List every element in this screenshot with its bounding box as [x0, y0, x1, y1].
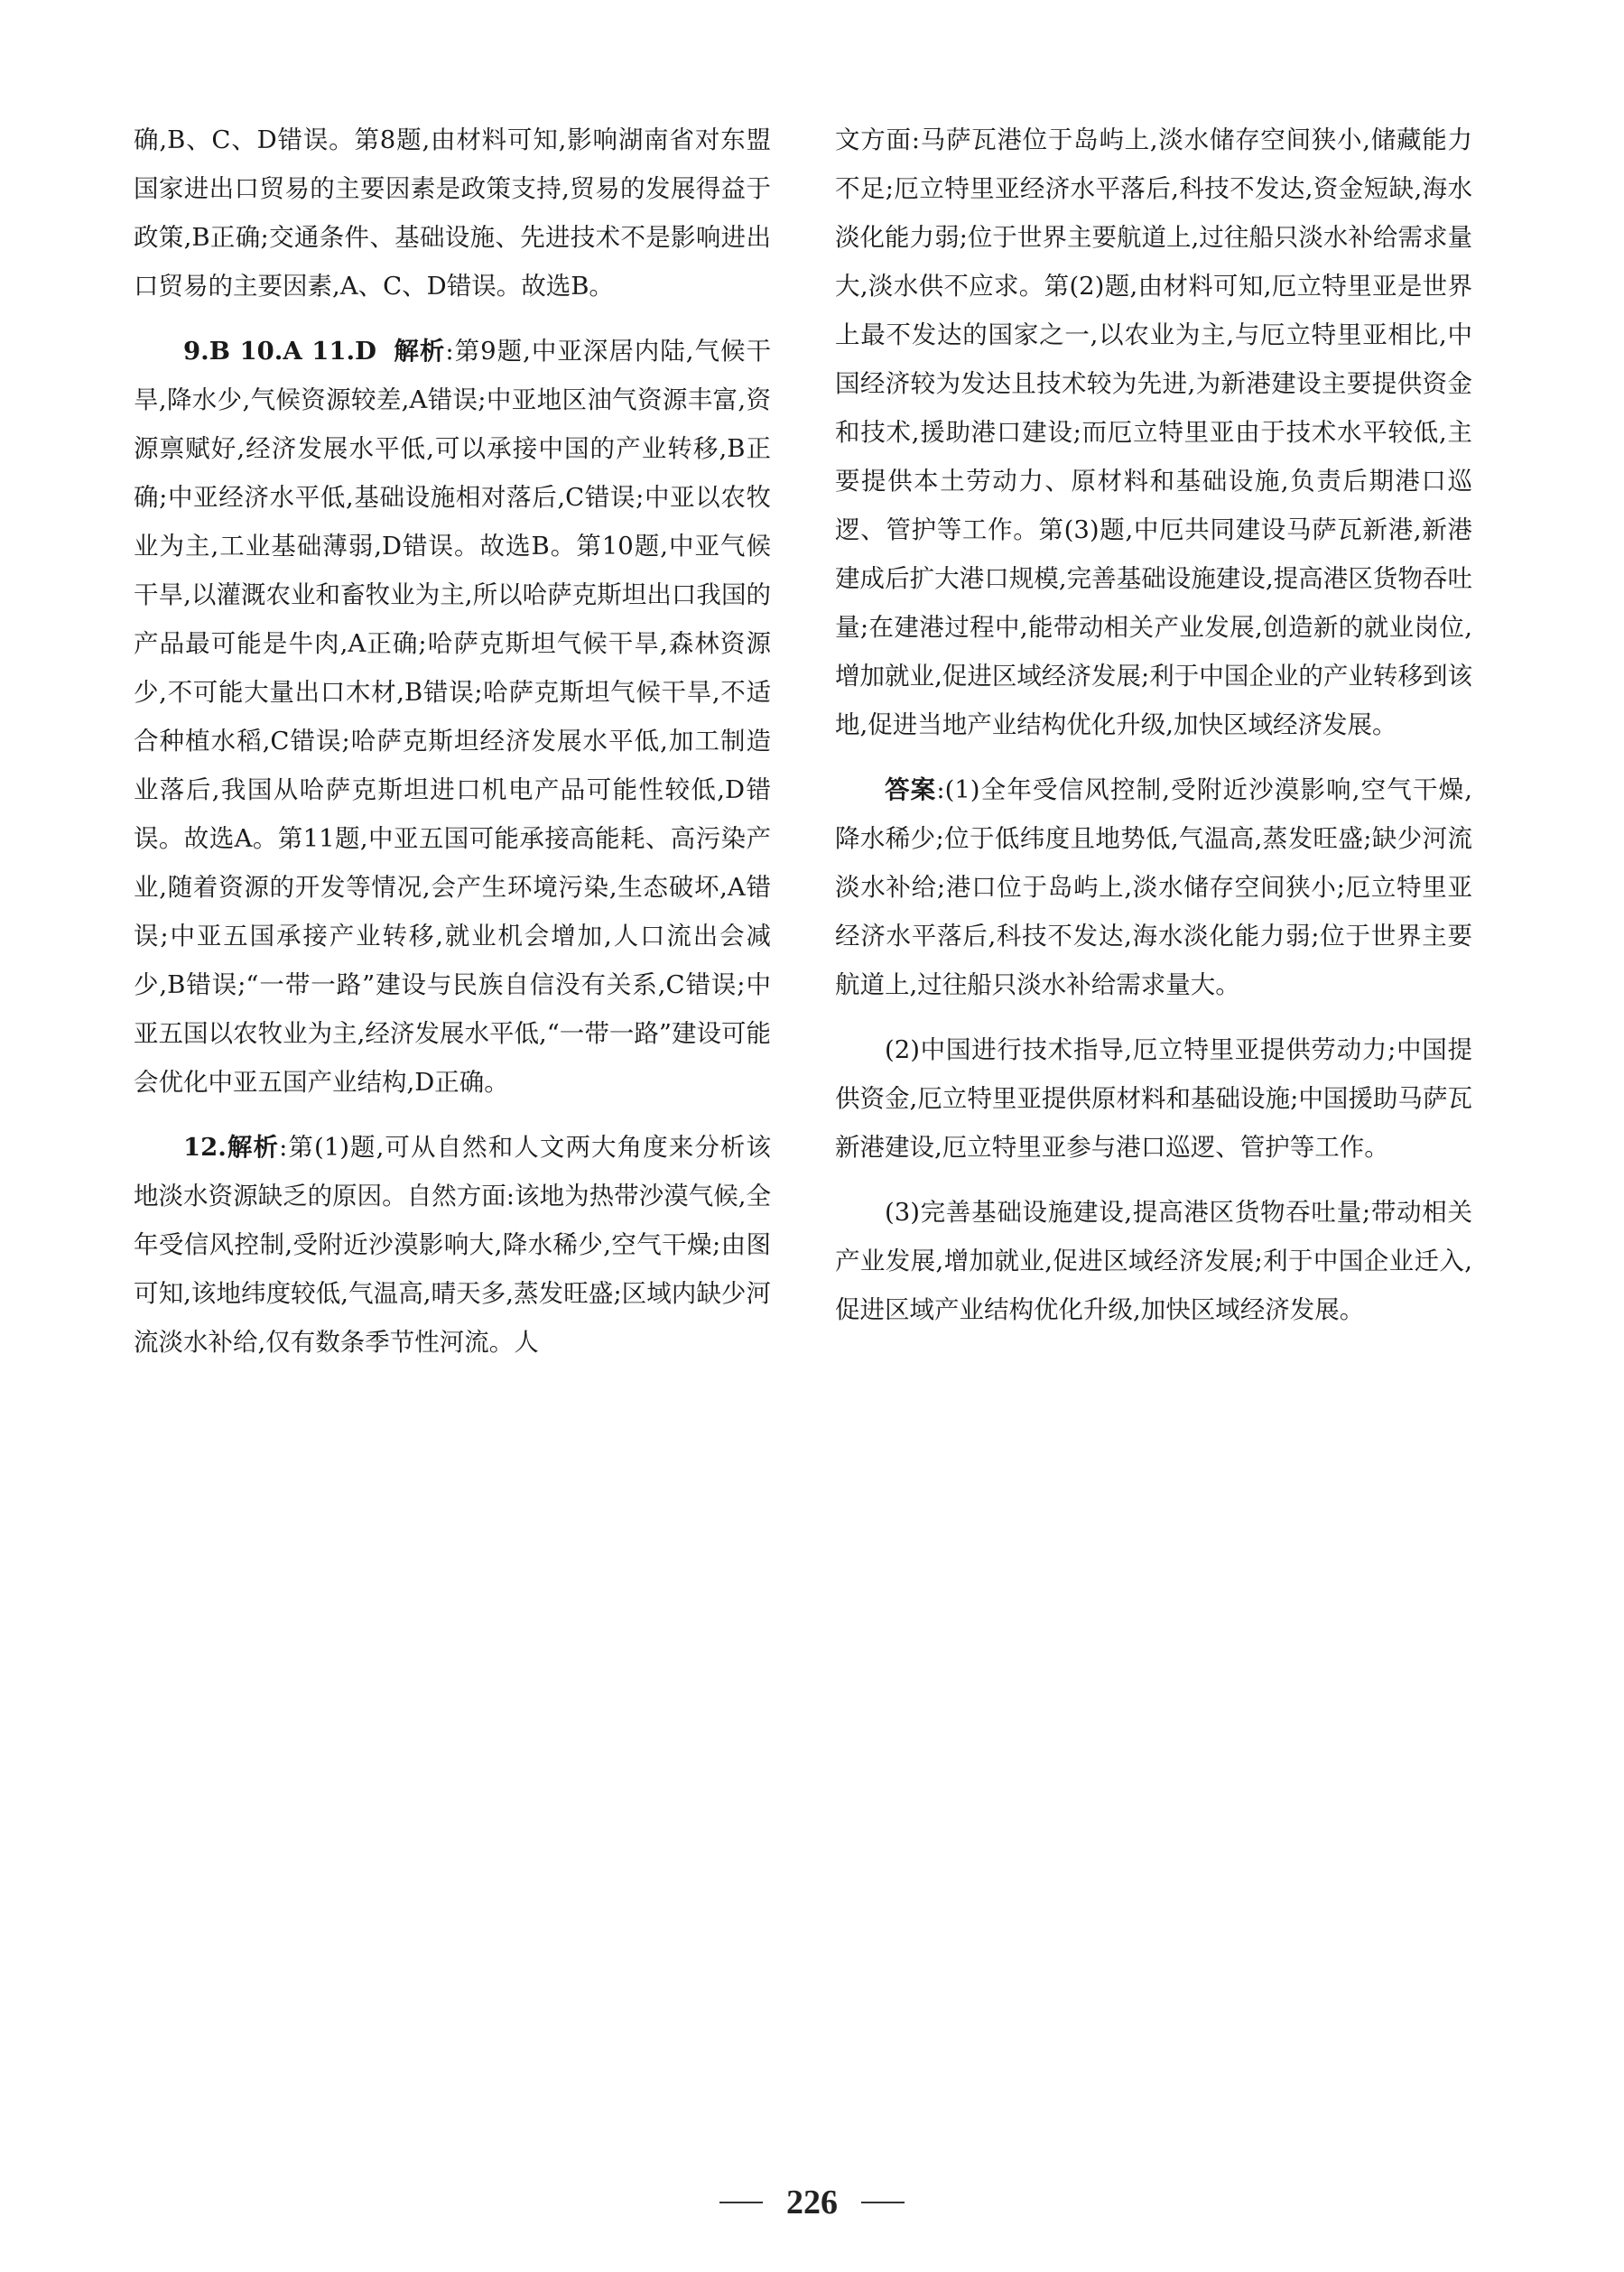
- answer-key-9-11: 9.B 10.A 11.D: [183, 337, 376, 366]
- analysis-label-12: 12.解析: [183, 1133, 280, 1162]
- analysis-text-12: :第(1)题,可从自然和人文两大角度来分析该地淡水资源缺乏的原因。自然方面:该地为热带沙漠气候,全年受信风控制,受附近沙漠影响大,降水稀少,空气干燥;由图可知,该地纬度较低,气温高,晴天多,蒸发旺盛;区域内缺少河流淡水补给,仅有数条季节性河流。人: [134, 1133, 771, 1357]
- right-column: [835, 116, 1472, 1350]
- paragraph-questions-9-11: [134, 327, 771, 1107]
- answer-text-1: :(1)全年受信风控制,受附近沙漠影响,空气干燥,降水稀少;位于低纬度且地势低,气温高,蒸发旺盛;缺少河流淡水补给;港口位于岛屿上,淡水储存空间狭小;厄立特里亚经济水平落后,科技不发达,海水淡化能力弱;位于世界主要航道上,过往船只淡水补给需求量大。: [835, 775, 1472, 999]
- footer-rule-right: [861, 2202, 905, 2203]
- analysis-text: :第9题,中亚深居内陆,气候干旱,降水少,气候资源较差,A错误;中亚地区油气资源丰富,资源禀赋好,经济发展水平低,可以承接中国的产业转移,B正确;中亚经济水平低,基础设施相对落后,C错误;中亚以农牧业为主,工业基础薄弱,D错误。故选B。第10题,中亚气候干旱,以灌溉农业和畜牧业为主,所以哈萨克斯坦出口我国的产品最可能是牛肉,A正确;哈萨克斯坦气候干旱,森林资源少,不可能大量出口木材,B错误;哈萨克斯坦气候干旱,不适合种植水稻,C错误;哈萨克斯坦经济发展水平低,加工制造业落后,我国从哈萨克斯坦进口机电产品可能性较低,D错误。故选A。第11题,中亚五国可能承接高能耗、高污染产业,随着资源的开发等情况,会产生环境污染,生态破坏,A错误;中亚五国承接产业转移,就业机会增加,人口流出会减少,B错误;“一带一路”建设与民族自信没有关系,C错误;中亚五国以农牧业为主,经济发展水平低,“一带一路”建设可能会优化中亚五国产业结构,D正确。: [134, 337, 771, 1097]
- answer-label: 答案: [885, 775, 937, 804]
- left-column: [134, 116, 771, 1383]
- paragraph-question-12: [134, 1123, 771, 1367]
- answer-part-3: (3)完善基础设施建设,提高港区货物吞吐量;带动相关产业发展,增加就业,促进区域经济发展;利于中国企业迁入,促进区域产业结构优化升级,加快区域经济发展。: [835, 1198, 1472, 1324]
- paragraph-question-12-cont: 文方面:马萨瓦港位于岛屿上,淡水储存空间狭小,储藏能力不足;厄立特里亚经济水平落后,科技不发达,资金短缺,海水淡化能力弱;位于世界主要航道上,过往船只淡水补给需求量大,淡水供不应求。第(2)题,由材料可知,厄立特里亚是世界上最不发达的国家之一,以农业为主,与厄立特里亚相比,中国经济较为发达且技术较为先进,为新港建设主要提供资金和技术,援助港口建设;而厄立特里亚由于技术水平较低,主要提供本土劳动力、原材料和基础设施,负责后期港口巡逻、管护等工作。第(3)题,中厄共同建设马萨瓦新港,新港建成后扩大港口规模,完善基础设施建设,提高港区货物吞吐量;在建港过程中,能带动相关产业发展,创造新的就业岗位,增加就业,促进区域经济发展;利于中国企业的产业转移到该地,促进当地产业结构优化升级,加快区域经济发展。: [835, 125, 1472, 739]
- analysis-label: 解析: [394, 337, 446, 366]
- footer-rule-left: [719, 2202, 763, 2203]
- page-number: 226: [786, 2184, 838, 2221]
- page-footer: [0, 2183, 1624, 2222]
- paragraph-question-8-end: 确,B、C、D错误。第8题,由材料可知,影响湖南省对东盟国家进出口贸易的主要因素是政策支持,贸易的发展得益于政策,B正确;交通条件、基础设施、先进技术不是影响进出口贸易的主要因素,A、C、D错误。故选B。: [134, 125, 771, 301]
- answer-part-2: (2)中国进行技术指导,厄立特里亚提供劳动力;中国提供资金,厄立特里亚提供原材料和基础设施;中国援助马萨瓦新港建设,厄立特里亚参与港口巡逻、管护等工作。: [835, 1035, 1472, 1162]
- answer-part-1: [835, 765, 1472, 1009]
